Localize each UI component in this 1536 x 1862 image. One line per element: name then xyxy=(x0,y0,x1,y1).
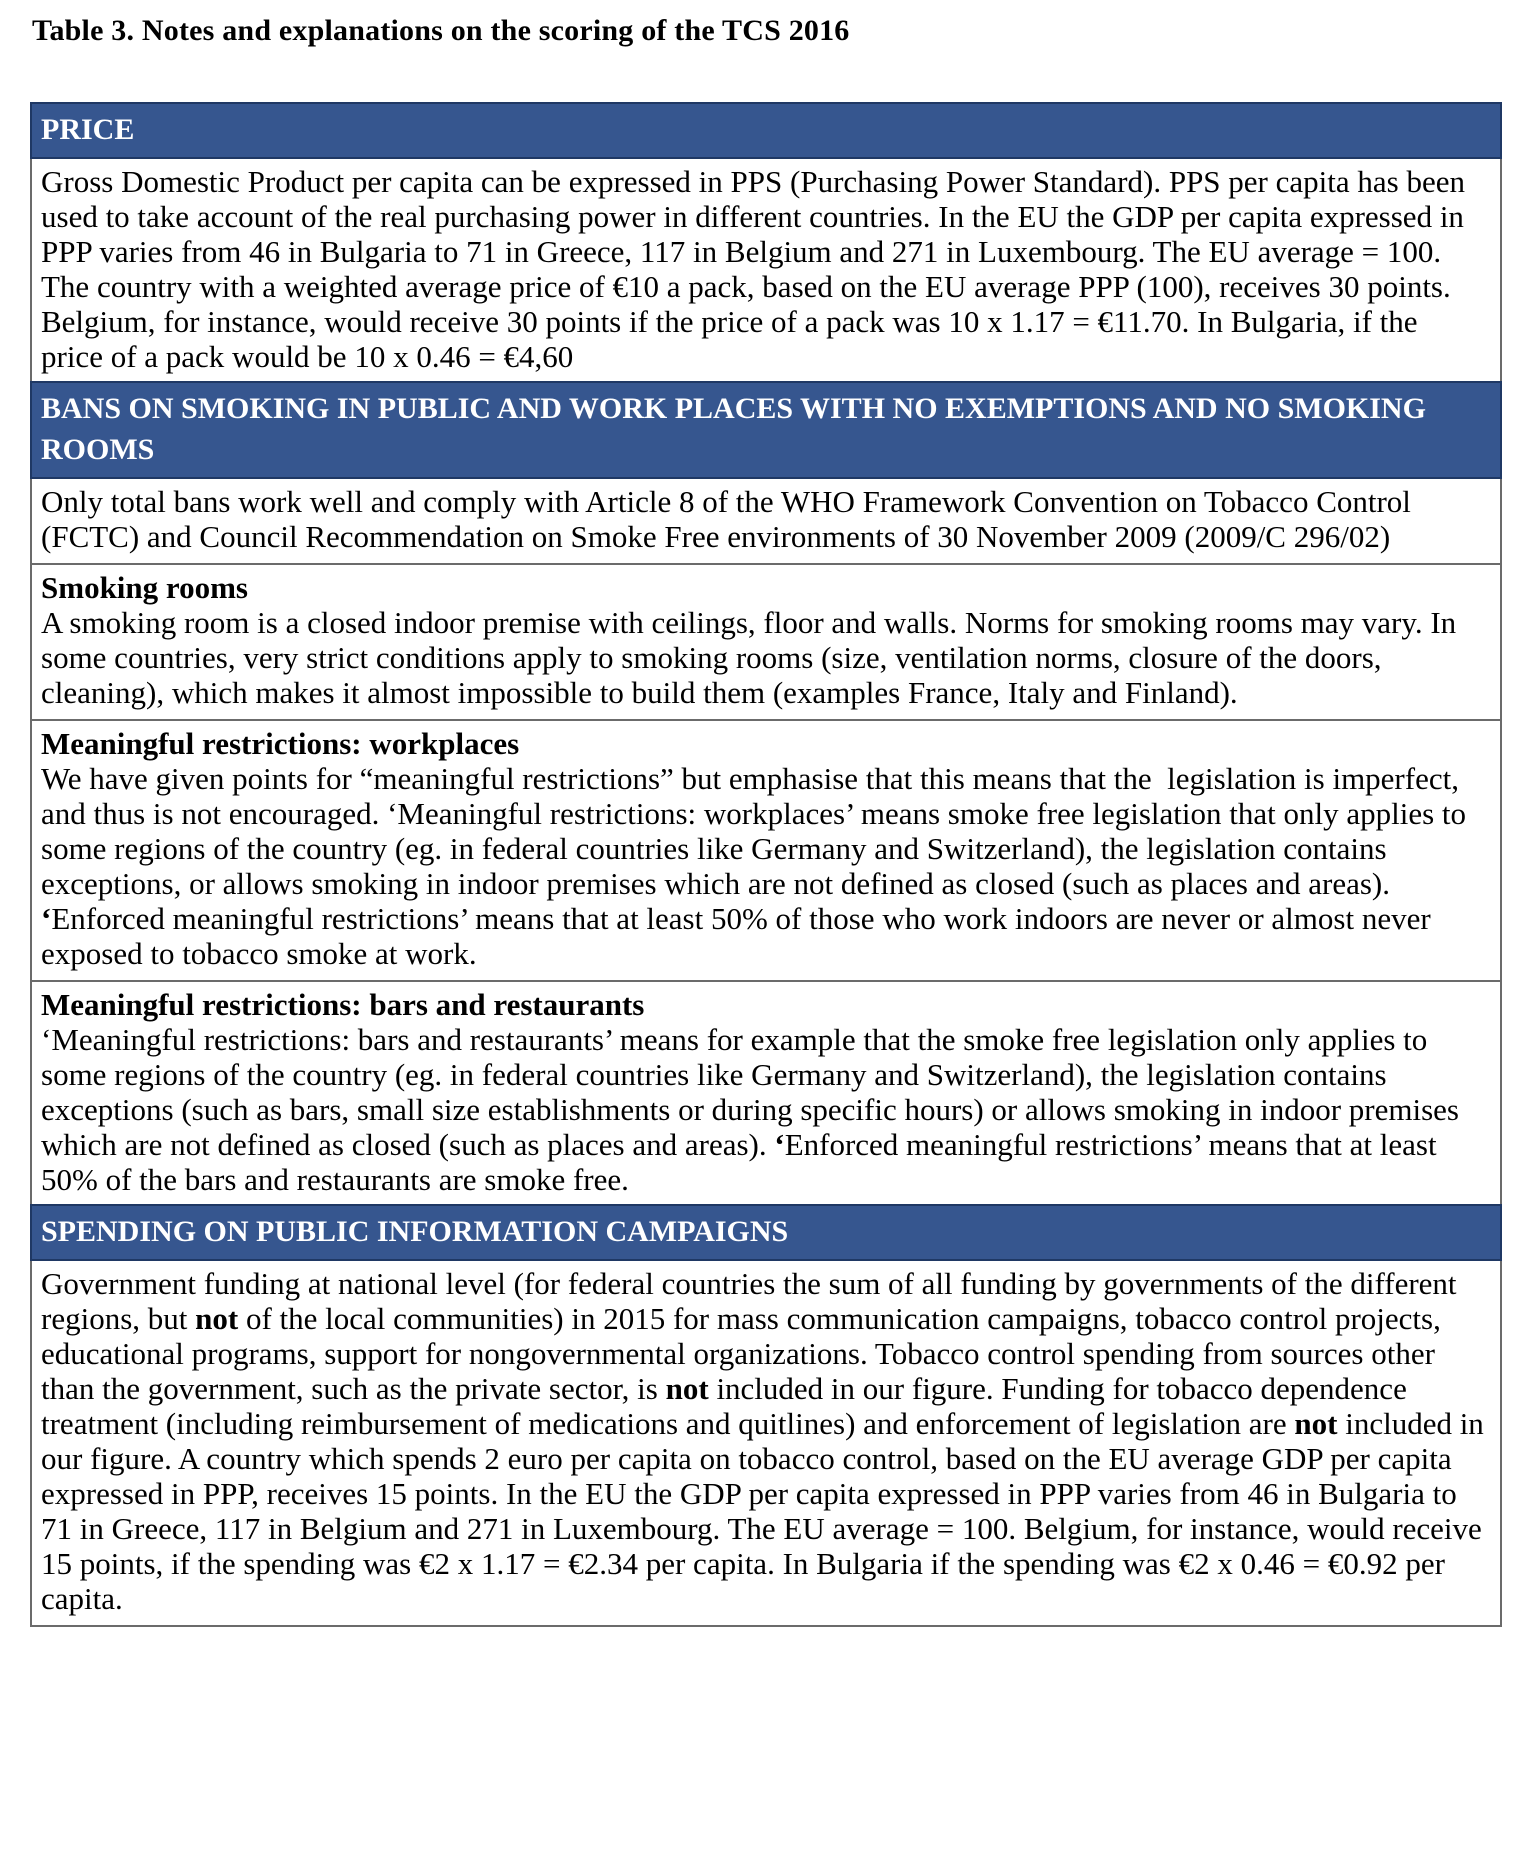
workplaces-subheading: Meaningful restrictions: workplaces xyxy=(41,726,520,761)
price-paragraph: Gross Domestic Product per capita can be expressed in PPS (Purchasing Power Standard). PPS per capita has been used to take account of the real purchasing power in different countries. In the EU the GDP per capita expressed in PPP varies from 46 in Bulgaria to 71 in Greece, 117 in Belgium and 271 in Luxembourg. The EU average = 100. The country with a weighted average price of €10 a pack, based on the EU average PPP (100), receives 30 points. Belgium, for instance, would receive 30 points if the price of a pack was 10 x 1.17 = €11.70. In Bulgaria, if the price of a pack would be 10 x 0.46 = €4,60 xyxy=(41,164,1473,374)
bars-restaurants-subheading: Meaningful restrictions: bars and restaurants xyxy=(41,987,645,1022)
section-header-price xyxy=(30,102,1502,159)
section-smoking-rooms xyxy=(32,563,1500,719)
bans-paragraph: Only total bans work well and comply with Article 8 of the WHO Framework Convention on Tobacco Control (FCTC) and Council Recommendation on Smoke Free environments of 30 November 2009 (2009/C 296/02) xyxy=(41,484,1419,554)
bars-restaurants-paragraph: ‘Meaningful restrictions: bars and restaurants’ means for example that the smoke free legislation only applies to some regions of the country (eg. in federal countries like Germany and Switzerland), the legislation contains exceptions (such as bars, small size establishments or during specific hours) or allows smoking in indoor premises which are not defined as closed (such as places and areas). ‘Enforced meaningful restrictions’ means that at least 50% of the bars and restaurants are smoke free. xyxy=(41,1022,1467,1197)
section-body-bans xyxy=(32,477,1500,563)
section-header-bans xyxy=(30,381,1502,479)
smoking-rooms-paragraph: A smoking room is a closed indoor premise with ceilings, floor and walls. Norms for smoking rooms may vary. In some countries, very strict conditions apply to smoking rooms (size, ventilation norms, closure of the doors, cleaning), which makes it almost impossible to build them (examples France, Italy and Finland). xyxy=(41,605,1464,710)
section-header-spending-label: SPENDING ON PUBLIC INFORMATION CAMPAIGNS xyxy=(41,1215,789,1248)
workplaces-paragraph: We have given points for “meaningful restrictions” but emphasise that this means that the legislation is imperfect, and thus is not encouraged. ‘Meaningful restrictions: workplaces’ means smoke free legislation that only applies to some regions of the country (eg. in federal countries like Germany and Switzerland), the legislation contains exceptions, or allows smoking in indoor premises which are not defined as closed (such as places and areas). ‘Enforced meaningful restrictions’ means that at least 50% of those who work indoors are never or almost never exposed to tobacco smoke at work. xyxy=(41,761,1474,971)
section-header-bans-label: BANS ON SMOKING IN PUBLIC AND WORK PLACES WITH NO EXEMPTIONS AND NO SMOKING ROOMS xyxy=(41,392,1426,466)
section-header-spending xyxy=(30,1204,1502,1261)
section-meaningful-restrictions-bars-restaurants xyxy=(32,980,1500,1206)
page-title: Table 3. Notes and explanations on the scoring of the TCS 2016 xyxy=(32,14,850,47)
section-body-price xyxy=(32,157,1500,383)
smoking-rooms-subheading: Smoking rooms xyxy=(41,570,248,605)
section-header-price-label: PRICE xyxy=(41,113,135,146)
notes-table xyxy=(30,102,1502,1627)
section-meaningful-restrictions-workplaces xyxy=(32,719,1500,980)
spending-paragraph: Government funding at national level (for federal countries the sum of all funding by governments of the different regions, but not of the local communities) in 2015 for mass communication campaigns, tobacco control projects, educational programs, support for nongovernmental organizations. Tobacco control spending from sources other than the government, such as the private sector, is not included in our figure. Funding for tobacco dependence treatment (including reimbursement of medications and quitlines) and enforcement of legislation are not included in our figure. A country which spends 2 euro per capita on tobacco control, based on the EU average GDP per capita expressed in PPP, receives 15 points. In the EU the GDP per capita expressed in PPP varies from 46 in Bulgaria to 71 in Greece, 117 in Belgium and 271 in Luxembourg. The EU average = 100. Belgium, for instance, would receive 15 points, if the spending was €2 x 1.17 = €2.34 per capita. In Bulgaria if the spending was €2 x 0.46 = €0.92 per capita. xyxy=(41,1266,1492,1616)
section-body-spending xyxy=(32,1259,1500,1625)
